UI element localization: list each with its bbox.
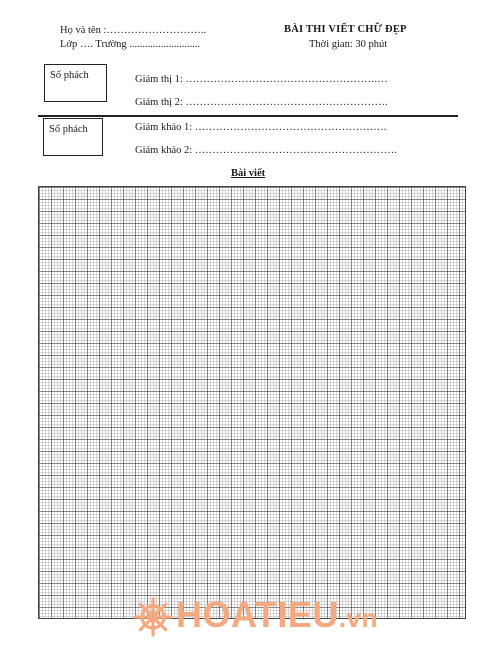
section-divider <box>38 115 458 117</box>
class-school-field: Lớp …. Trường ........................... <box>60 39 201 50</box>
exam-duration: Thời gian: 30 phút <box>309 39 388 50</box>
watermark-suffix: .vn <box>338 603 378 633</box>
student-name-field: Họ và tên :……………………….. <box>60 25 207 36</box>
exam-title: BÀI THI VIẾT CHỮ ĐẸP <box>284 24 407 35</box>
proctor-1-line: Giám thị 1: ……………………………………………….… <box>135 74 388 85</box>
handwriting-grid[interactable] <box>38 186 466 619</box>
grader-1-line: Giám khảo 1: ………………………………………………. <box>135 122 387 133</box>
code-box-bottom-label: Số phách <box>49 124 88 135</box>
code-box-top-label: Số phách <box>50 70 89 81</box>
proctor-2-line: Giám thị 2: …………………………………………………. <box>135 97 388 108</box>
grader-2-line: Giám khảo 2: …………………………………………………. <box>135 145 397 156</box>
watermark-text <box>176 593 378 640</box>
code-box-bottom <box>43 118 103 156</box>
watermark-brand: HOATIEU <box>176 594 339 635</box>
ship-wheel-icon <box>133 595 173 639</box>
writing-section-title: Bài viết <box>231 168 266 179</box>
code-box-top <box>44 64 107 102</box>
